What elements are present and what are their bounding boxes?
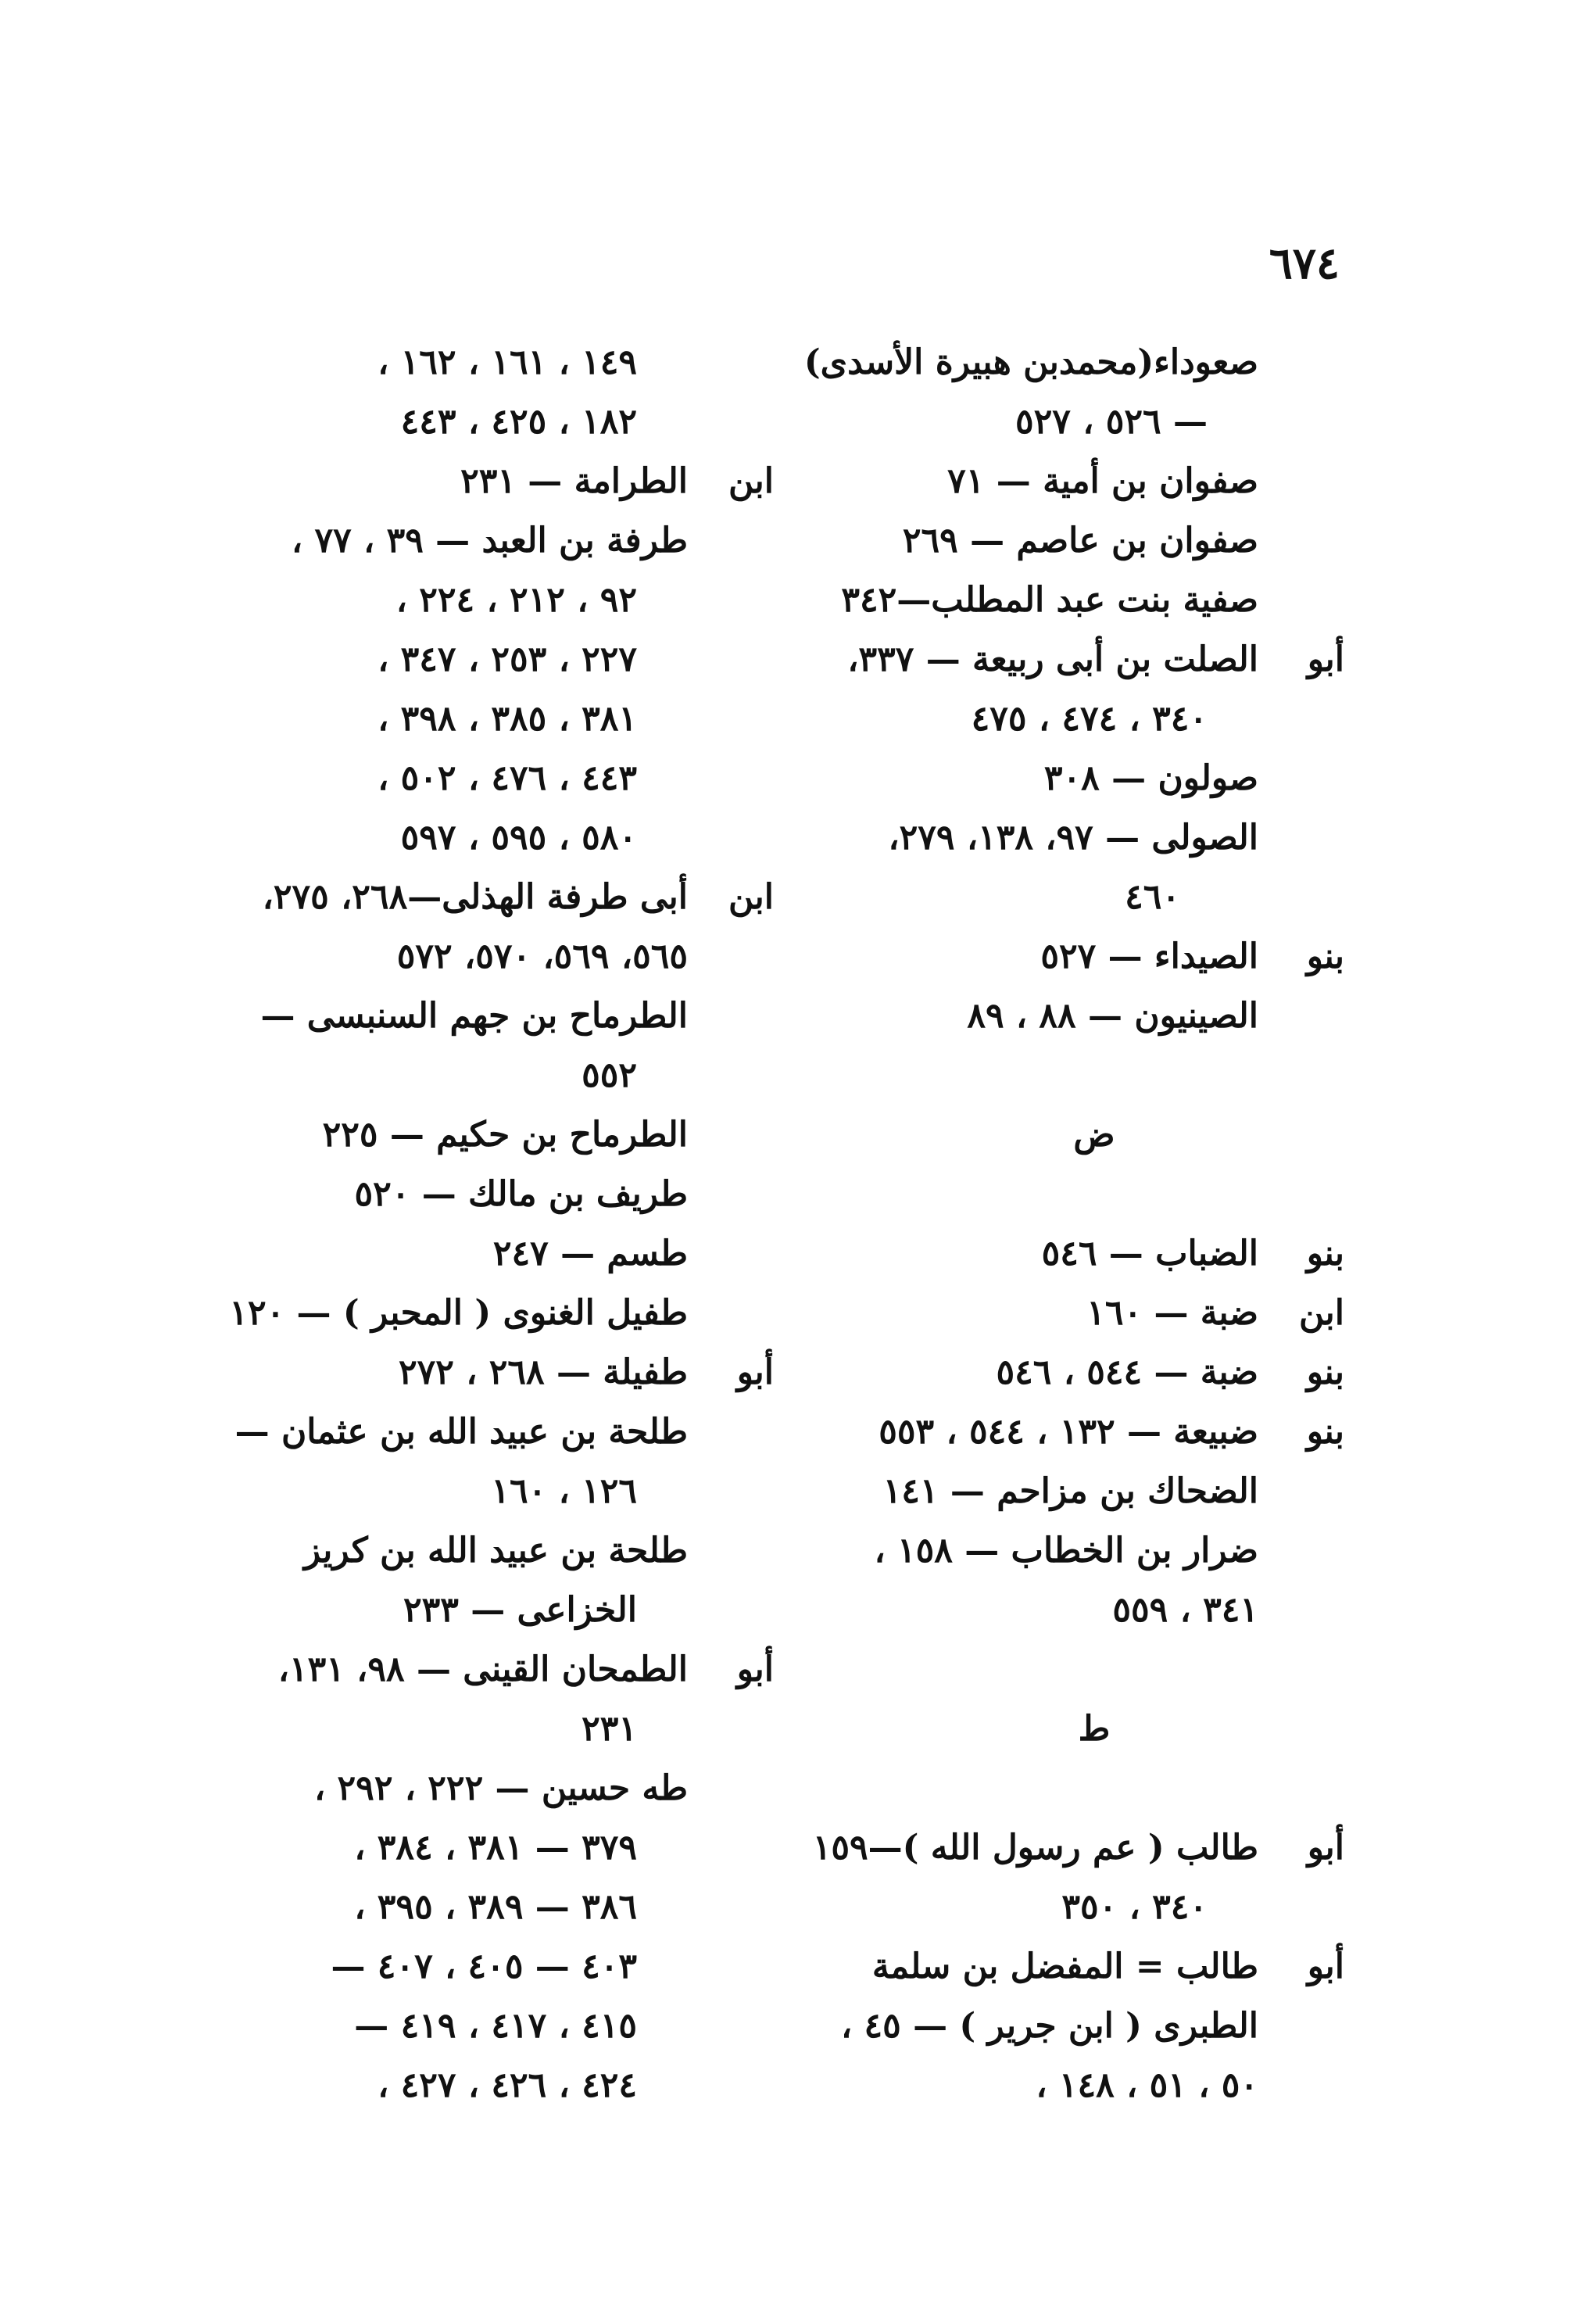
- index-entry-line: [258, 333, 774, 392]
- section-gap: [813, 1640, 1344, 1699]
- index-entry-line: [813, 1997, 1344, 2056]
- index-entry-line: [258, 689, 774, 749]
- entry-text: الضحاك بن مزاحم — ١٤١: [882, 1471, 1258, 1511]
- entry-text: الصيداء — ٥٢٧: [1040, 937, 1258, 976]
- index-entry-line: [813, 1462, 1344, 1521]
- entry-text: ضبة — ١٦٠: [1086, 1293, 1258, 1333]
- index-entry-line: [813, 1343, 1344, 1402]
- index-entry-line: [258, 1224, 774, 1284]
- entry-prefix: ابن: [728, 877, 774, 917]
- index-entry-line: [258, 630, 774, 689]
- entry-text: طه حسين — ٢٢٢ ، ٢٩٢ ،: [314, 1768, 688, 1808]
- entry-text: طفيل الغنوى ( المحبر ) — ١٢٠: [229, 1293, 688, 1333]
- index-entry-line: [813, 1818, 1344, 1878]
- entry-text: ٣٨١ ، ٣٨٥ ، ٣٩٨ ،: [378, 699, 637, 739]
- index-entry-line: [258, 1759, 774, 1818]
- entry-text: الطرماح بن جهم السنبسى —: [260, 996, 688, 1036]
- index-entry-line: [813, 689, 1344, 749]
- entry-text: ١٤٩ ، ١٦١ ، ١٦٢ ،: [378, 342, 637, 382]
- index-entry-line: [258, 1878, 774, 1937]
- entry-text: الخزاعى — ٢٣٣: [403, 1590, 637, 1630]
- entry-text: صعوداء(محمدبن هبيرة الأسدى): [803, 342, 1258, 382]
- index-entry-line: [813, 511, 1344, 571]
- index-entry-line: [813, 452, 1344, 511]
- entry-text: ضبيعة — ١٣٢ ، ٥٤٤ ، ٥٥٣: [879, 1412, 1258, 1452]
- index-entry-line: [258, 808, 774, 868]
- entry-text: ٣٧٩ — ٣٨١ ، ٣٨٤ ،: [354, 1828, 637, 1868]
- entry-prefix: بنو: [1306, 1352, 1344, 1392]
- index-entry-line: [258, 749, 774, 808]
- entry-text: الصولى — ٩٧، ١٣٨، ٢٧٩،: [888, 818, 1258, 858]
- entry-text: ٤٠٣ — ٤٠٥ ، ٤٠٧ —: [331, 1947, 637, 1986]
- index-entry-line: [258, 987, 774, 1046]
- index-entry-line: [258, 1046, 774, 1105]
- index-entry-line: [813, 749, 1344, 808]
- index-entry-line: [813, 1937, 1344, 1997]
- section-gap: [813, 1046, 1344, 1105]
- index-entry-line: [803, 333, 1344, 392]
- entry-text: الطبرى ( ابن جرير ) — ٤٥ ،: [840, 2006, 1258, 2046]
- entry-text: — ٥٢٦ ، ٥٢٧: [1015, 402, 1208, 442]
- entry-text: الطرامة — ٢٣١: [460, 461, 688, 501]
- entry-prefix: أبو: [736, 1352, 774, 1392]
- index-entry-line: [229, 1284, 774, 1343]
- entry-text: ٢٣١: [582, 1709, 637, 1749]
- entry-prefix: أبو: [1307, 1947, 1344, 1986]
- entry-prefix: أبو: [1307, 1828, 1344, 1868]
- entry-text: ٣٤١ ، ٥٥٩: [1112, 1590, 1258, 1630]
- index-entry-line: [258, 1818, 774, 1878]
- entry-text: ٤١٥ ، ٤١٧ ، ٤١٩ —: [354, 2006, 637, 2046]
- index-entry-line: [258, 1640, 774, 1699]
- entry-text: طالب = المفضل بن سلمة: [871, 1947, 1258, 1986]
- entry-text: ضبة — ٥٤٤ ، ٥٤٦: [996, 1352, 1258, 1392]
- index-entry-line: [258, 1343, 774, 1402]
- index-entry-line: [258, 927, 774, 987]
- entry-text: طلحة بن عبيد الله بن عثمان —: [234, 1412, 688, 1452]
- entry-text: ٩٢ ، ٢١٢ ، ٢٢٤ ،: [395, 580, 637, 620]
- index-entry-line: [258, 1937, 774, 1997]
- entry-text: ٥٨٠ ، ٥٩٥ ، ٥٩٧: [400, 818, 637, 858]
- index-entry-line: [813, 1878, 1344, 1937]
- entry-prefix: بنو: [1306, 1234, 1344, 1273]
- section-letter-heading: ط: [1078, 1709, 1111, 1749]
- entry-text: صولون — ٣٠٨: [1043, 758, 1258, 798]
- entry-text: طفيلة — ٢٦٨ ، ٢٧٢: [398, 1352, 688, 1392]
- index-entry-line: [813, 1521, 1344, 1581]
- entry-text: ٣٤٠ ، ٤٧٤ ، ٤٧٥: [971, 699, 1208, 739]
- index-entry-line: [813, 1224, 1344, 1284]
- entry-prefix: أبو: [736, 1649, 774, 1689]
- index-column-left: [229, 333, 774, 2115]
- entry-text: ٢٢٧ ، ٢٥٣ ، ٣٤٧ ،: [378, 639, 637, 679]
- section-gap: [813, 1165, 1344, 1224]
- entry-text: ٤٢٤ ، ٤٢٦ ، ٤٢٧ ،: [378, 2065, 637, 2105]
- entry-prefix: ابن: [1299, 1293, 1344, 1333]
- index-entry-line: [258, 1462, 774, 1521]
- entry-prefix: بنو: [1306, 937, 1344, 976]
- index-entry-line: [258, 868, 774, 927]
- index-entry-line: [258, 1997, 774, 2056]
- index-entry-line: [258, 1105, 774, 1165]
- index-entry-line: [813, 392, 1344, 452]
- index-entry-line: [813, 868, 1344, 927]
- entry-prefix: بنو: [1306, 1412, 1344, 1452]
- index-entry-line: [258, 2056, 774, 2115]
- index-entry-line: [813, 808, 1344, 868]
- entry-text: ٤٦٠: [1125, 877, 1180, 917]
- entry-text: ٥٥٢: [582, 1055, 637, 1095]
- entry-text: ضرار بن الخطاب — ١٥٨ ،: [874, 1531, 1258, 1571]
- entry-text: ٤٤٣ ، ٤٧٦ ، ٥٠٢ ،: [378, 758, 637, 798]
- index-column-right: [803, 333, 1344, 2115]
- index-entry-line: [813, 987, 1344, 1046]
- index-entry-line: [258, 1165, 774, 1224]
- entry-text: ٥٦٥، ٥٦٩، ٥٧٠، ٥٧٢: [396, 937, 688, 976]
- index-entry-line: [234, 1402, 774, 1462]
- index-entry-line: [813, 571, 1344, 630]
- page-number: ٦٧٤: [1269, 238, 1340, 289]
- index-entry-line: [258, 1521, 774, 1581]
- entry-text: الصلت بن أبى ربيعة — ٣٣٧،: [847, 639, 1258, 679]
- index-entry-line: [813, 2056, 1344, 2115]
- entry-text: الصينيون — ٨٨ ، ٨٩: [967, 996, 1258, 1036]
- entry-text: ١٨٢ ، ٤٢٥ ، ٤٤٣: [400, 402, 637, 442]
- index-entry-line: [258, 571, 774, 630]
- index-entry-line: [258, 1581, 774, 1640]
- index-entry-line: [813, 1402, 1344, 1462]
- entry-text: صفوان بن عاصم — ٢٦٩: [902, 521, 1258, 561]
- section-gap: [813, 1759, 1344, 1818]
- entry-prefix: ابن: [728, 461, 774, 501]
- entry-text: ٣٨٦ — ٣٨٩ ، ٣٩٥ ،: [354, 1887, 637, 1927]
- entry-text: الطمحان القينى — ٩٨، ١٣١،: [277, 1649, 688, 1689]
- index-entry-line: [813, 1284, 1344, 1343]
- index-entry-line: [813, 1581, 1344, 1640]
- entry-prefix: أبو: [1307, 639, 1344, 679]
- entry-text: صفية بنت عبد المطلب—٣٤٢: [841, 580, 1258, 620]
- index-entry-line: [258, 452, 774, 511]
- index-entry-line: [258, 392, 774, 452]
- index-entry-line: [258, 511, 774, 571]
- index-entry-line: [813, 630, 1344, 689]
- entry-text: صفوان بن أمية — ٧١: [947, 461, 1258, 501]
- index-entry-line: [258, 1699, 774, 1759]
- entry-text: طالب ( عم رسول الله )—١٥٩: [812, 1828, 1258, 1868]
- entry-text: الطرماح بن حكيم — ٢٢٥: [322, 1115, 688, 1155]
- entry-text: طريف بن مالك — ٥٢٠: [354, 1174, 688, 1214]
- section-letter-heading: ض: [1073, 1115, 1115, 1155]
- entry-text: ١٢٦ ، ١٦٠: [491, 1471, 637, 1511]
- index-entry-line: [813, 927, 1344, 987]
- entry-text: طلحة بن عبيد الله بن كريز: [303, 1531, 688, 1571]
- entry-text: ٣٤٠ ، ٣٥٠: [1061, 1887, 1208, 1927]
- entry-text: أبى طرفة الهذلى—٢٦٨، ٢٧٥،: [262, 877, 688, 917]
- entry-text: طرفة بن العبد — ٣٩ ، ٧٧ ،: [291, 521, 688, 561]
- entry-text: الضباب — ٥٤٦: [1041, 1234, 1258, 1273]
- entry-text: ٥٠ ، ٥١ ، ١٤٨ ،: [1036, 2065, 1258, 2105]
- entry-text: طسم — ٢٤٧: [492, 1234, 688, 1273]
